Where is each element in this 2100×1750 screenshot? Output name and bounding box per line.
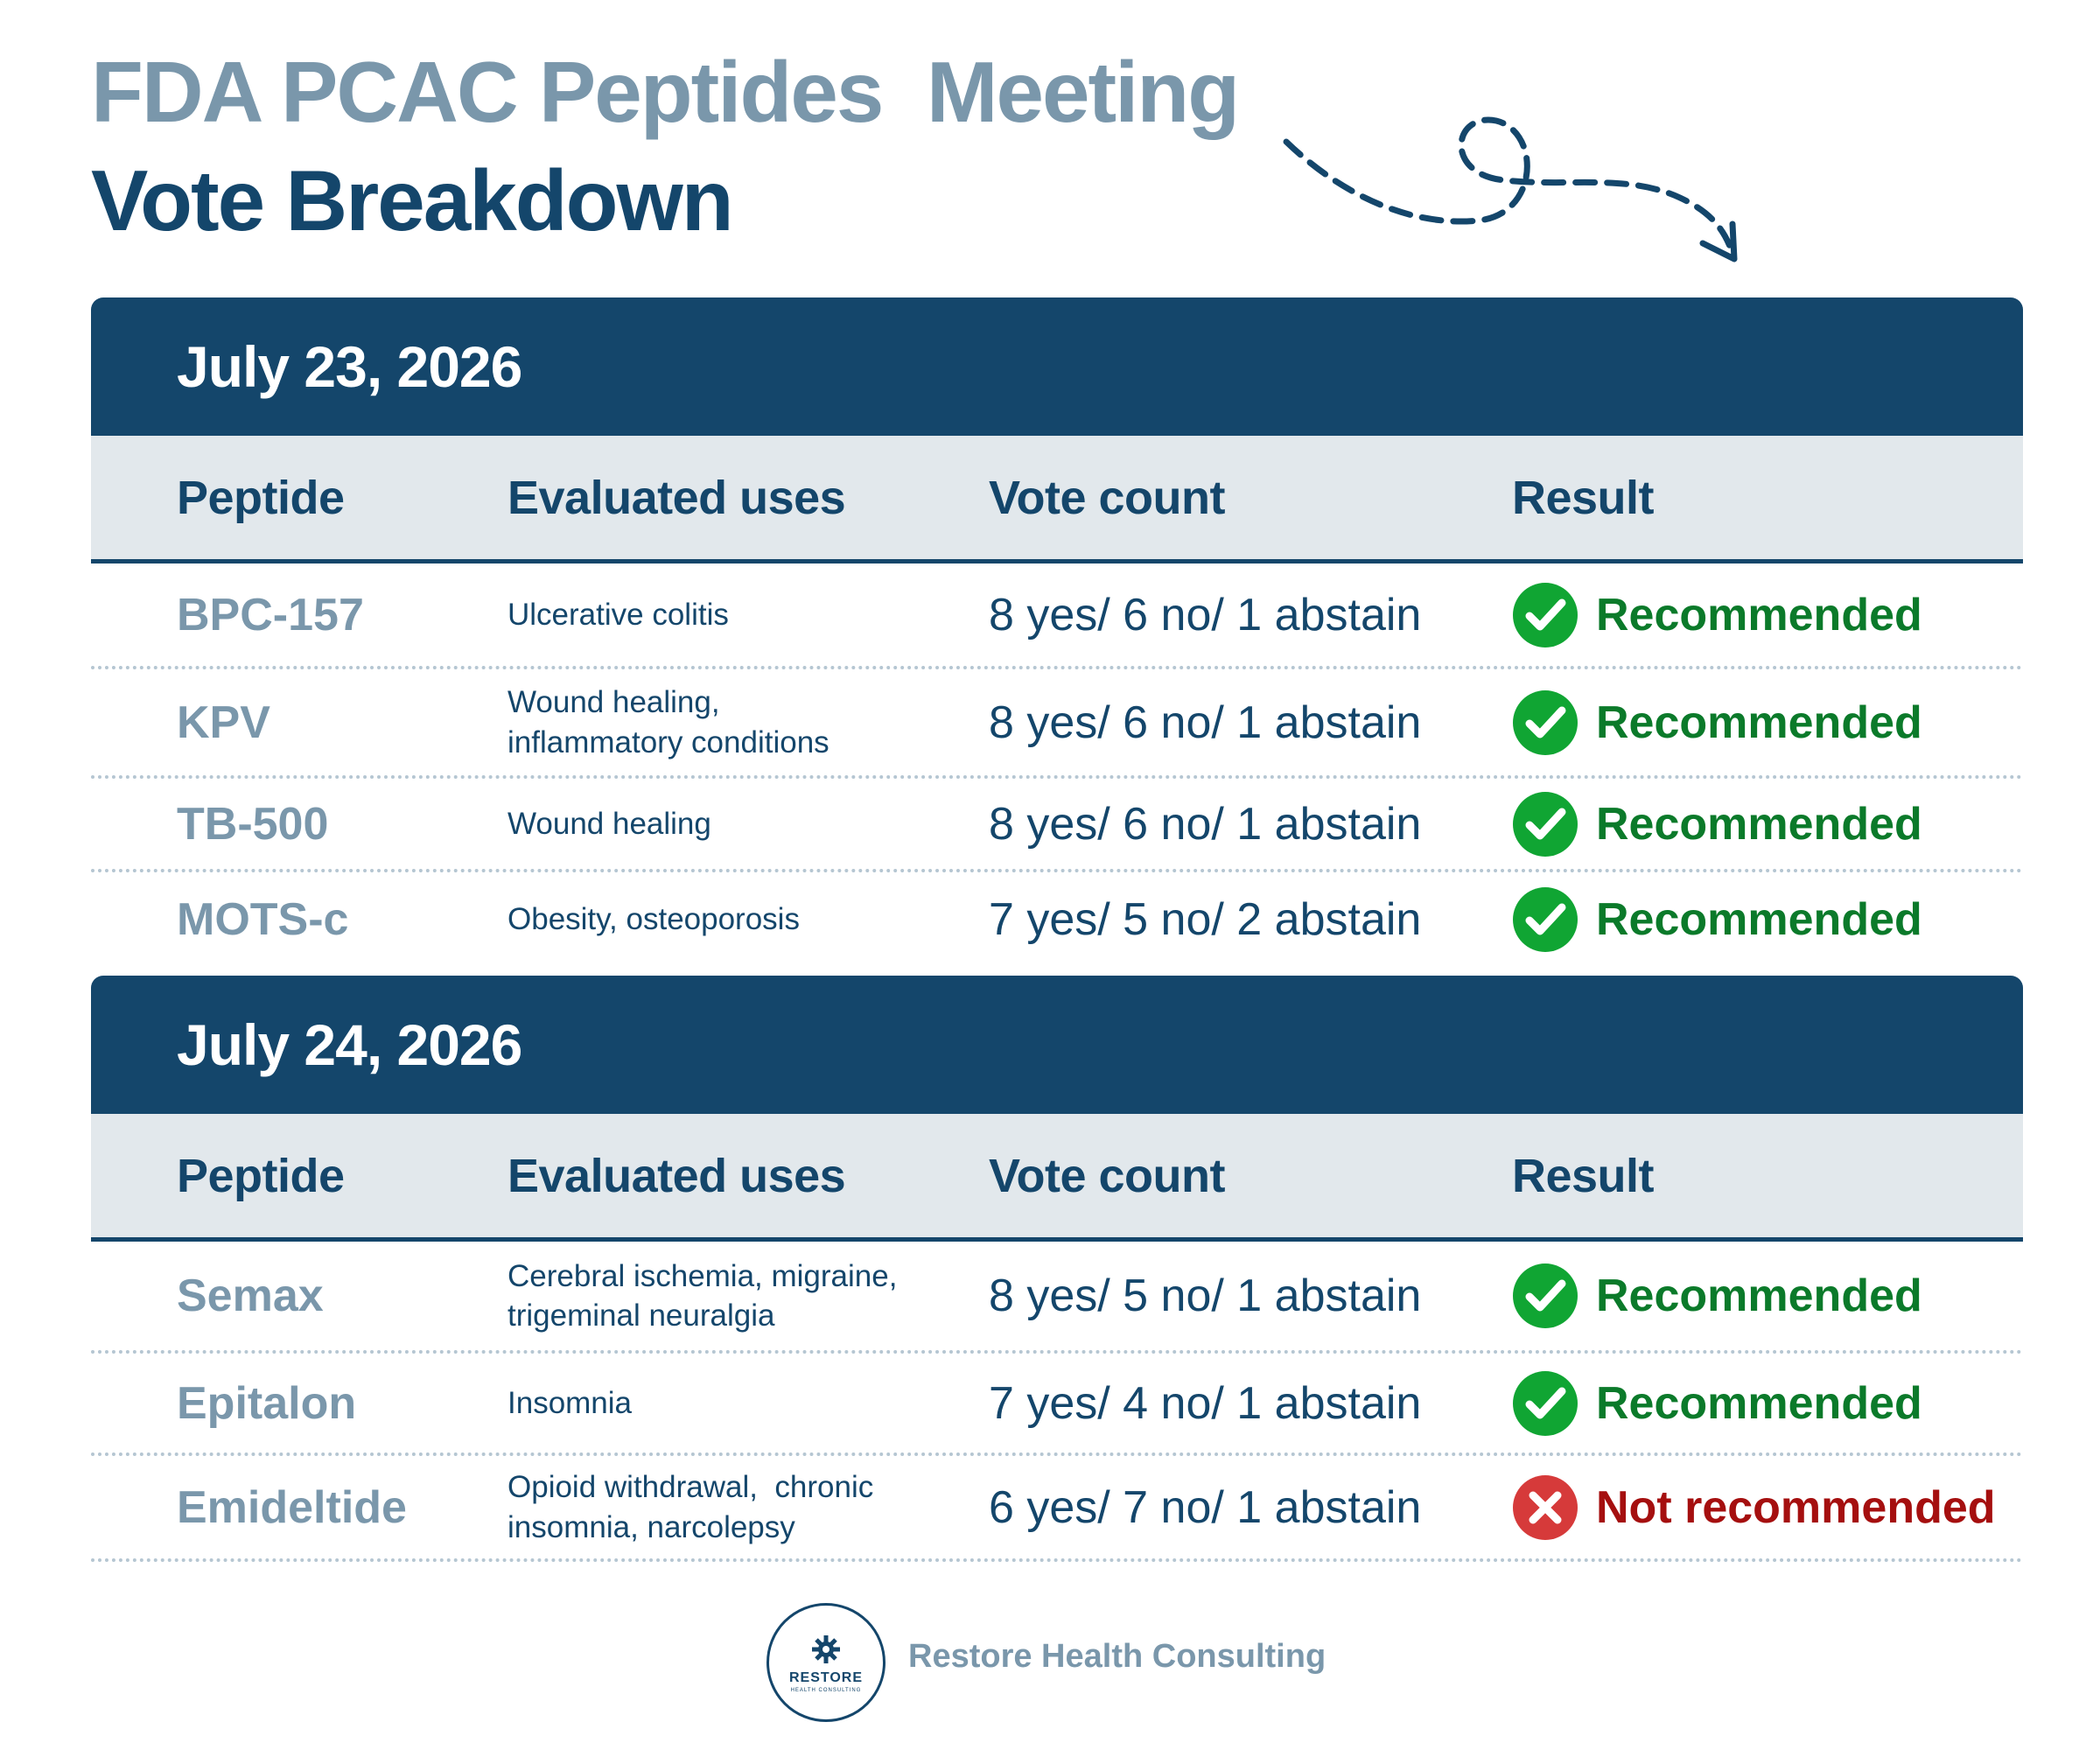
header-peptide: Peptide bbox=[177, 1149, 345, 1202]
evaluated-uses: Opioid withdrawal, chronic insomnia, narcolepsy bbox=[508, 1470, 874, 1544]
section-july-24 bbox=[91, 976, 2023, 1562]
check-icon bbox=[1512, 582, 1578, 648]
result bbox=[1512, 564, 1922, 666]
peptide-name: TB-500 bbox=[177, 798, 329, 850]
check-icon bbox=[1512, 690, 1578, 756]
table-row bbox=[91, 1456, 2023, 1562]
logo-text: RESTORE bbox=[788, 1670, 864, 1685]
table-row bbox=[91, 564, 2023, 669]
result bbox=[1512, 872, 1922, 967]
peptide-name: Epitalon bbox=[177, 1377, 357, 1429]
vote-count: 8 yes/ 5 no/ 1 abstain bbox=[989, 1270, 1422, 1321]
page-subtitle: Vote Breakdown bbox=[91, 152, 732, 248]
result-label: Recommended bbox=[1596, 798, 1922, 850]
result bbox=[1512, 1242, 1922, 1350]
check-icon bbox=[1512, 886, 1578, 953]
result bbox=[1512, 779, 1922, 869]
header-result: Result bbox=[1512, 471, 1655, 524]
logo-subtext: HEALTH CONSULTING bbox=[790, 1688, 862, 1693]
vote-count: 6 yes/ 7 no/ 1 abstain bbox=[989, 1481, 1422, 1533]
result bbox=[1512, 1354, 1922, 1452]
peptide-name: MOTS-c bbox=[177, 894, 349, 945]
result bbox=[1512, 1456, 1996, 1558]
table-row bbox=[91, 872, 2023, 967]
result-label: Recommended bbox=[1596, 894, 1922, 945]
evaluated-uses: Cerebral ischemia, migraine, trigeminal neuralgia bbox=[508, 1258, 898, 1333]
peptide-name: BPC-157 bbox=[177, 589, 364, 640]
date-header bbox=[91, 298, 2023, 436]
peptide-name: Emideltide bbox=[177, 1481, 407, 1533]
company-logo bbox=[766, 1603, 886, 1722]
result bbox=[1512, 669, 1922, 775]
evaluated-uses: Obesity, osteoporosis bbox=[508, 902, 800, 937]
header-peptide: Peptide bbox=[177, 471, 345, 524]
dashed-arrow-icon bbox=[1278, 96, 1750, 271]
header-vote-count: Vote count bbox=[989, 471, 1225, 524]
table-row bbox=[91, 669, 2023, 779]
header-vote-count: Vote count bbox=[989, 1149, 1225, 1202]
page-title: FDA PCAC Peptides Meeting bbox=[91, 44, 1239, 140]
vote-count: 8 yes/ 6 no/ 1 abstain bbox=[989, 696, 1422, 748]
header-evaluated-uses: Evaluated uses bbox=[508, 471, 846, 524]
evaluated-uses: Wound healing bbox=[508, 806, 711, 841]
table-row bbox=[91, 779, 2023, 872]
evaluated-uses: Insomnia bbox=[508, 1385, 633, 1420]
section-date: July 23, 2026 bbox=[177, 334, 522, 399]
vote-count: 8 yes/ 6 no/ 1 abstain bbox=[989, 589, 1422, 640]
section-july-23 bbox=[91, 298, 2023, 967]
result-label: Recommended bbox=[1596, 1377, 1922, 1429]
peptide-name: Semax bbox=[177, 1270, 324, 1321]
evaluated-uses: Wound healing, inflammatory conditions bbox=[508, 685, 830, 760]
check-icon bbox=[1512, 1263, 1578, 1329]
result-label: Not recommended bbox=[1596, 1481, 1996, 1533]
table-row bbox=[91, 1354, 2023, 1456]
vote-count: 7 yes/ 5 no/ 2 abstain bbox=[989, 894, 1422, 945]
vote-count: 8 yes/ 6 no/ 1 abstain bbox=[989, 798, 1422, 850]
vote-count: 7 yes/ 4 no/ 1 abstain bbox=[989, 1377, 1422, 1429]
x-icon bbox=[1512, 1474, 1578, 1541]
section-date: July 24, 2026 bbox=[177, 1012, 522, 1077]
peptide-name: KPV bbox=[177, 696, 270, 748]
result-label: Recommended bbox=[1596, 696, 1922, 748]
table-row bbox=[91, 1242, 2023, 1354]
gear-icon bbox=[808, 1632, 844, 1667]
table-header-row bbox=[91, 436, 2023, 564]
check-icon bbox=[1512, 791, 1578, 858]
result-label: Recommended bbox=[1596, 1270, 1922, 1321]
header-result: Result bbox=[1512, 1149, 1655, 1202]
check-icon bbox=[1512, 1370, 1578, 1437]
result-label: Recommended bbox=[1596, 589, 1922, 640]
evaluated-uses: Ulcerative colitis bbox=[508, 597, 729, 632]
header-evaluated-uses: Evaluated uses bbox=[508, 1149, 846, 1202]
date-header bbox=[91, 976, 2023, 1114]
company-name: Restore Health Consulting bbox=[908, 1638, 1326, 1675]
table-header-row bbox=[91, 1114, 2023, 1242]
